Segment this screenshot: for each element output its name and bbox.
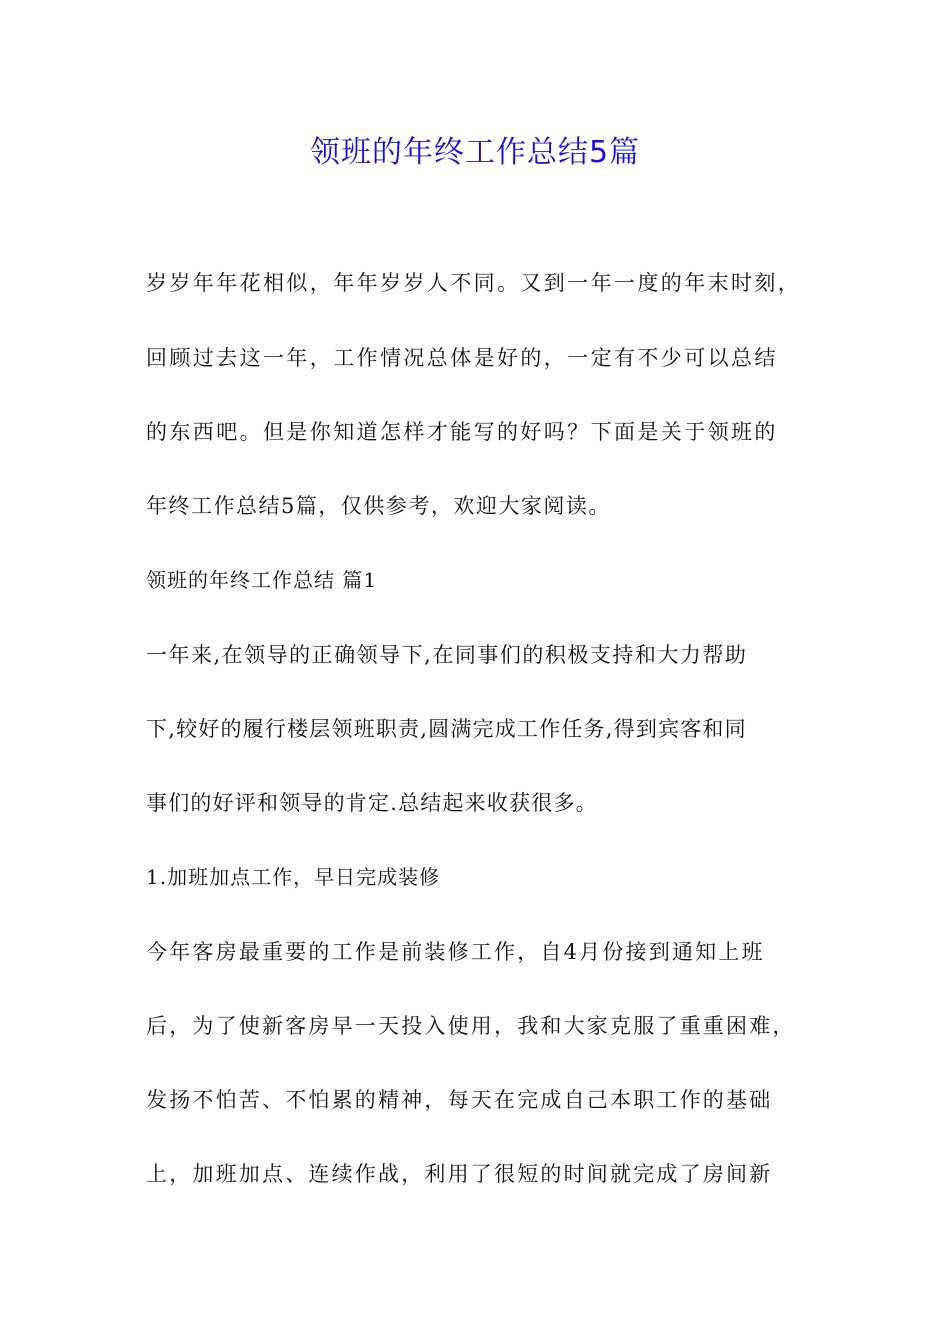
paragraph-line-1: 一年来,在领导的正确领导下,在同事们的积极支持和大力帮助 <box>146 643 748 667</box>
intro-line-3: 的东西吧。但是你知道怎样才能写的好吗？下面是关于领班的 <box>146 420 778 444</box>
paragraph-line-6: 发扬不怕苦、不怕累的精神，每天在完成自己本职工作的基础 <box>146 1088 773 1112</box>
intro-line-4: 年终工作总结5篇，仅供参考，欢迎大家阅读。 <box>146 494 611 518</box>
paragraph-line-7: 上，加班加点、连续作战，利用了很短的时间就完成了房间新 <box>146 1162 773 1186</box>
paragraph-line-2: 下,较好的履行楼层领班职责,圆满完成工作任务,得到宾客和同 <box>146 717 747 741</box>
subheading-1: 1.加班加点工作，早日完成装修 <box>146 865 441 889</box>
document-title: 领班的年终工作总结5篇 <box>309 135 641 170</box>
intro-line-2: 回顾过去这一年，工作情况总体是好的，一定有不少可以总结 <box>146 346 778 370</box>
paragraph-line-4: 今年客房最重要的工作是前装修工作，自4月份接到通知上班 <box>146 940 765 964</box>
section-heading-1: 领班的年终工作总结 篇1 <box>146 568 378 592</box>
paragraph-line-5: 后，为了使新客房早一天投入使用，我和大家克服了重重困难， <box>146 1014 796 1038</box>
intro-line-1: 岁岁年年花相似，年年岁岁人不同。又到一年一度的年末时刻， <box>146 271 802 295</box>
paragraph-line-3: 事们的好评和领导的肯定.总结起来收获很多。 <box>146 791 598 815</box>
